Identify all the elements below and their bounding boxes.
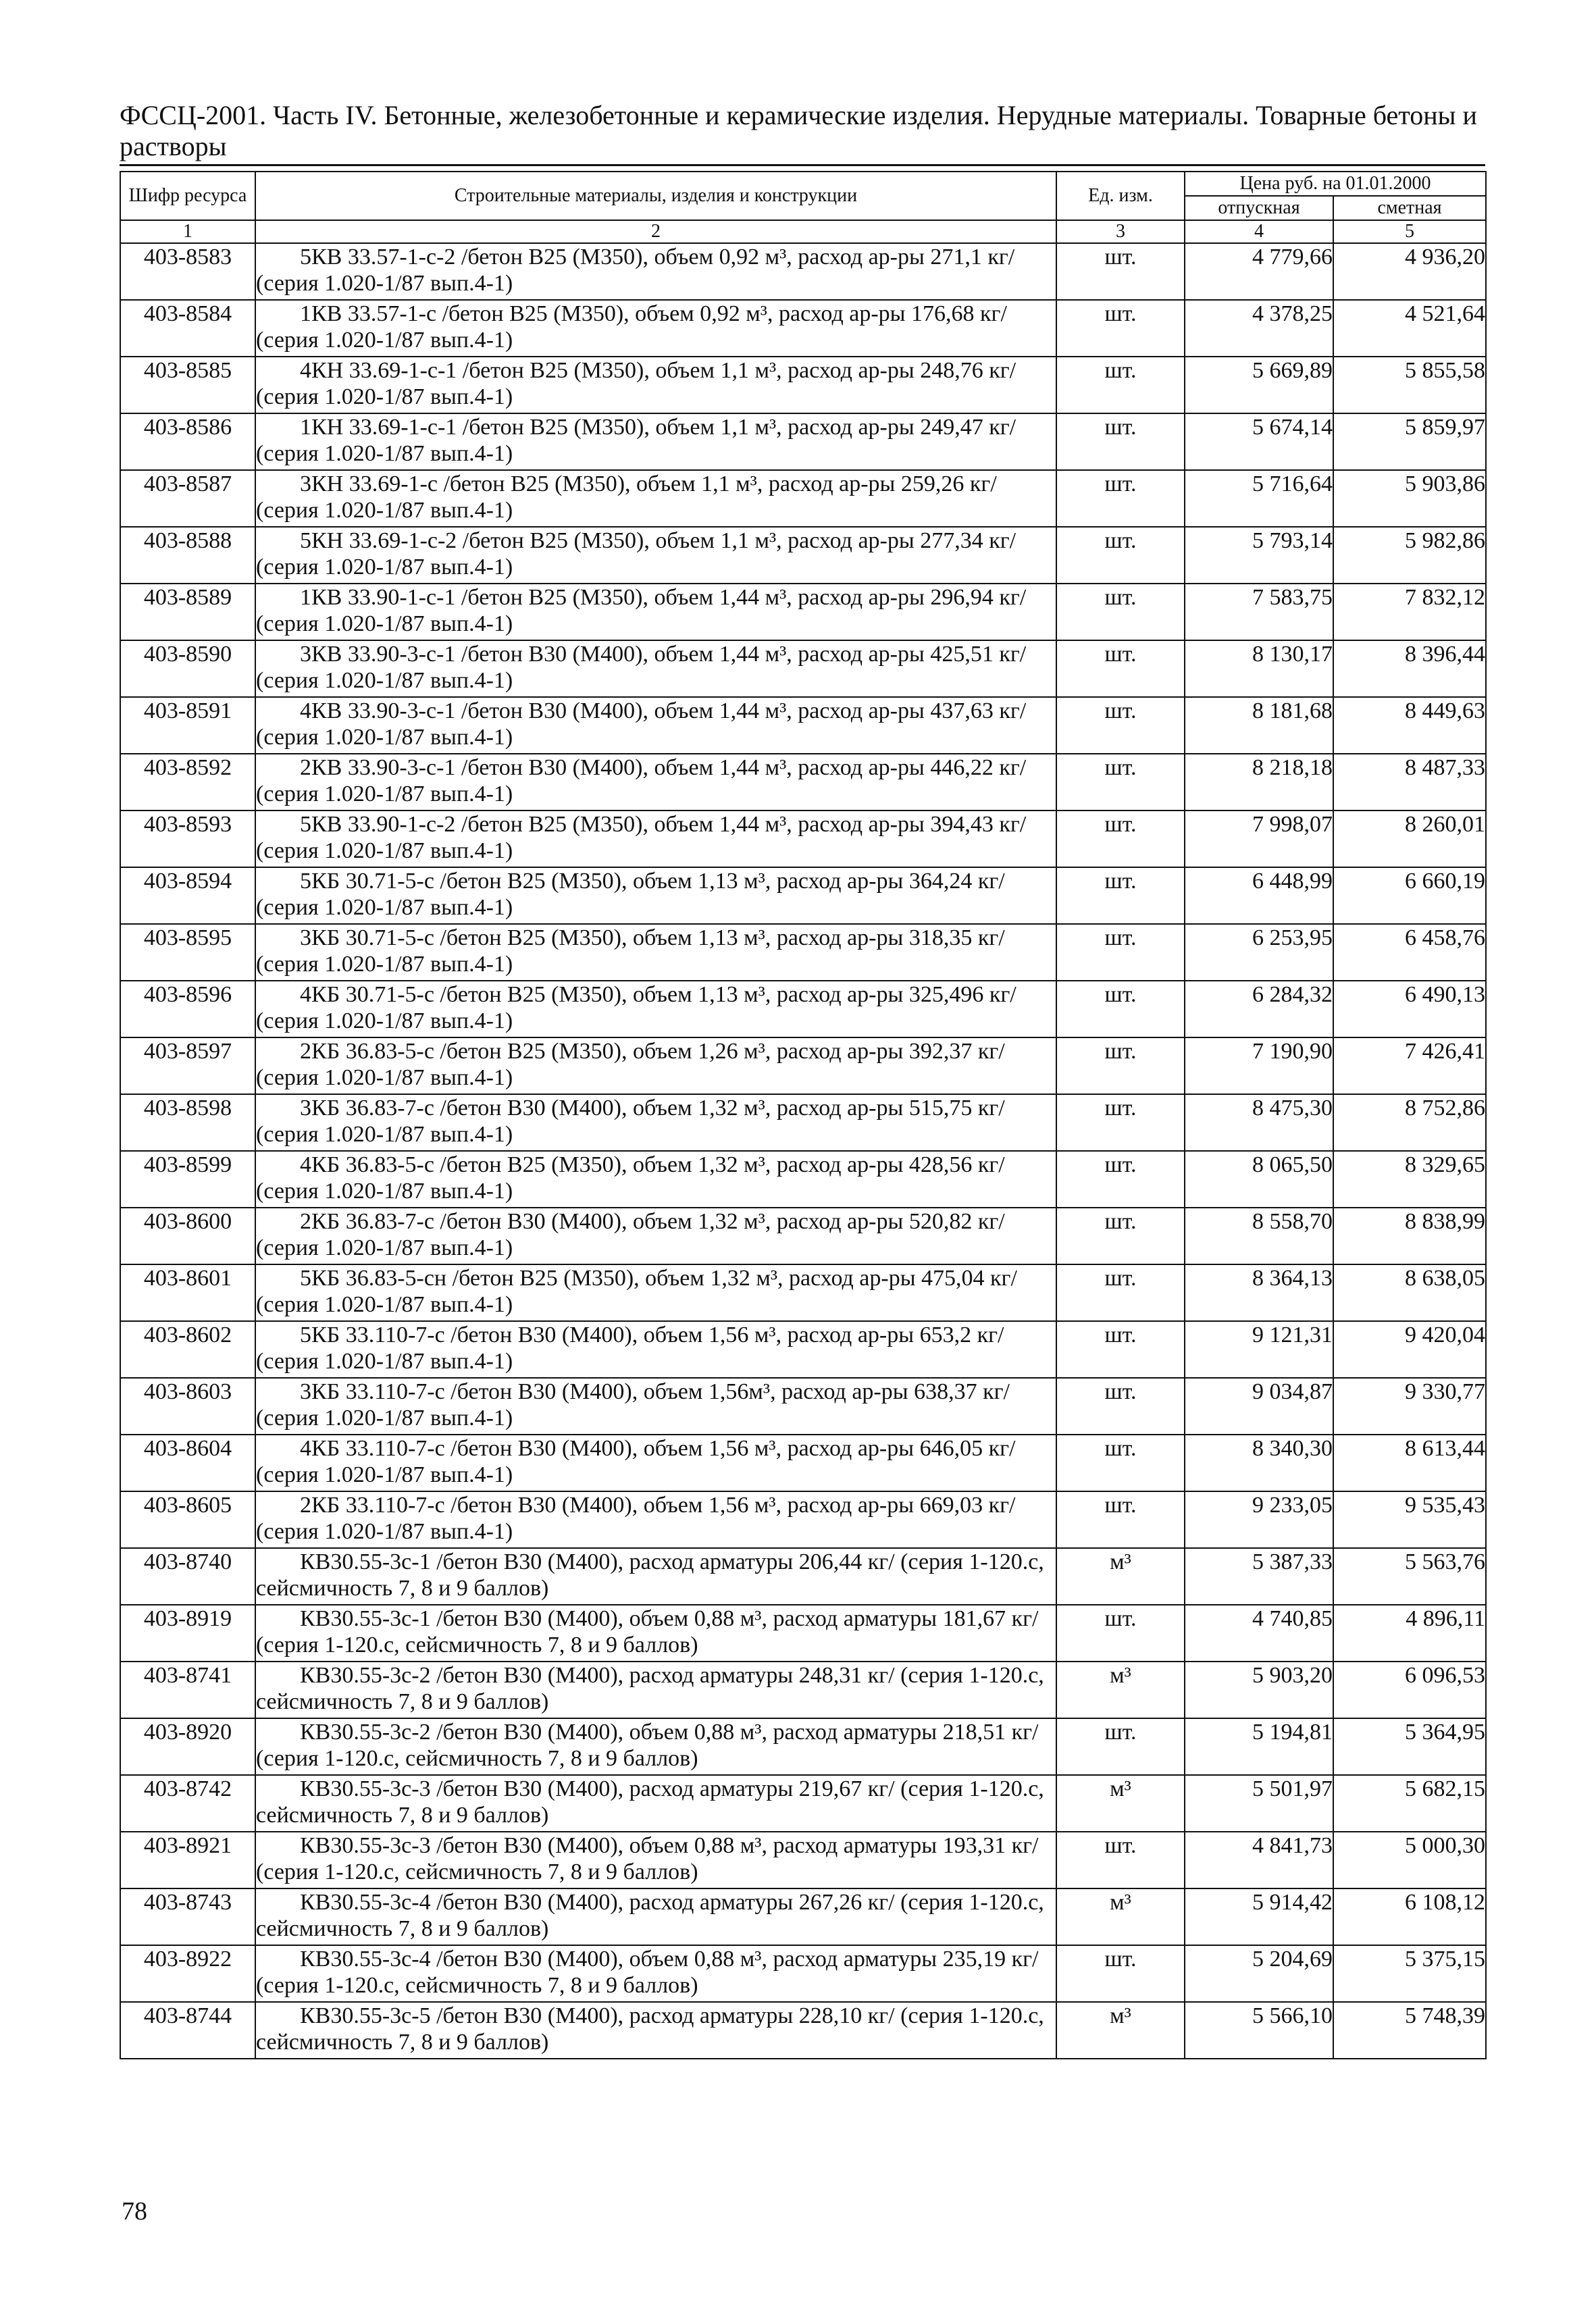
description-cell <box>255 357 1056 413</box>
resource-code-cell: 403-8585 <box>120 357 255 413</box>
unit-cell: м³ <box>1056 1662 1185 1718</box>
estimate-price-cell: 5 855,58 <box>1333 357 1486 413</box>
unit-cell: шт. <box>1056 1435 1185 1491</box>
release-price-cell: 5 566,10 <box>1185 2002 1333 2059</box>
header-divider <box>120 164 1485 166</box>
description-cell <box>255 584 1056 640</box>
table-row <box>120 1037 1486 1094</box>
resource-code-cell: 403-8919 <box>120 1605 255 1662</box>
estimate-price-cell: 5 682,15 <box>1333 1775 1486 1832</box>
resource-code-cell: 403-8740 <box>120 1548 255 1605</box>
estimate-price-cell: 5 859,97 <box>1333 413 1486 470</box>
resource-code-cell: 403-8920 <box>120 1718 255 1775</box>
release-price-cell: 7 190,90 <box>1185 1037 1333 1094</box>
unit-cell: шт. <box>1056 1832 1185 1888</box>
estimate-price-cell: 5 903,86 <box>1333 470 1486 527</box>
estimate-price-cell: 8 260,01 <box>1333 811 1486 867</box>
estimate-price-cell: 6 096,53 <box>1333 1662 1486 1718</box>
estimate-price-cell: 5 563,76 <box>1333 1548 1486 1605</box>
unit-cell: шт. <box>1056 1208 1185 1264</box>
estimate-price-cell: 8 329,65 <box>1333 1151 1486 1208</box>
table-row <box>120 811 1486 867</box>
estimate-price-cell: 6 660,19 <box>1333 867 1486 924</box>
description-cell <box>255 413 1056 470</box>
unit-cell: шт. <box>1056 754 1185 811</box>
description-cell <box>255 640 1056 697</box>
unit-cell: шт. <box>1056 1321 1185 1378</box>
estimate-price-cell: 5 000,30 <box>1333 1832 1486 1888</box>
unit-cell: м³ <box>1056 1888 1185 1945</box>
unit-cell: шт. <box>1056 867 1185 924</box>
description-text: 3КВ 33.90-3-с-1 /бетон В30 (М400), объем 1,44 м³, расход ар-ры 425,51 кг/ (серия 1.020-1/87 вып.4-1) <box>256 642 1027 693</box>
unit-cell: шт. <box>1056 1718 1185 1775</box>
estimate-price-cell: 6 458,76 <box>1333 924 1486 981</box>
resource-code-cell: 403-8590 <box>120 640 255 697</box>
description-cell <box>255 1378 1056 1435</box>
unit-cell: шт. <box>1056 1605 1185 1662</box>
release-price-cell: 9 121,31 <box>1185 1321 1333 1378</box>
description-text: КВ30.55-3с-1 /бетон В30 (М400), расход арматуры 206,44 кг/ (серия 1-120.с, сейсмичность 7, 8 и 9 баллов) <box>256 1549 1044 1601</box>
column-number: 3 <box>1056 220 1185 243</box>
description-cell <box>255 811 1056 867</box>
description-text: 5КВ 33.90-1-с-2 /бетон В25 (М350), объем 1,44 м³, расход ар-ры 394,43 кг/ (серия 1.020-1/87 вып.4-1) <box>256 812 1027 863</box>
release-price-cell: 9 034,87 <box>1185 1378 1333 1435</box>
description-cell <box>255 1491 1056 1548</box>
description-text: 5КБ 30.71-5-с /бетон В25 (М350), объем 1,13 м³, расход ар-ры 364,24 кг/ (серия 1.020-1/87 вып.4-1) <box>256 869 1005 920</box>
resource-code-cell: 403-8594 <box>120 867 255 924</box>
estimate-price-cell: 6 490,13 <box>1333 981 1486 1037</box>
column-number: 2 <box>255 220 1056 243</box>
release-price-cell: 4 740,85 <box>1185 1605 1333 1662</box>
unit-cell: шт. <box>1056 1264 1185 1321</box>
table-row <box>120 754 1486 811</box>
header-price-group: Цена руб. на 01.01.2000 <box>1185 172 1486 196</box>
release-price-cell: 8 558,70 <box>1185 1208 1333 1264</box>
unit-cell: шт. <box>1056 470 1185 527</box>
description-cell <box>255 867 1056 924</box>
description-text: КВ30.55-3с-4 /бетон В30 (М400), расход арматуры 267,26 кг/ (серия 1-120.с, сейсмичность 7, 8 и 9 баллов) <box>256 1890 1044 1941</box>
estimate-price-cell: 7 426,41 <box>1333 1037 1486 1094</box>
resource-code-cell: 403-8600 <box>120 1208 255 1264</box>
estimate-price-cell: 8 449,63 <box>1333 697 1486 754</box>
description-cell <box>255 1775 1056 1832</box>
table-row <box>120 527 1486 584</box>
estimate-price-cell: 8 487,33 <box>1333 754 1486 811</box>
description-text: КВ30.55-3с-2 /бетон В30 (М400), объем 0,88 м³, расход арматуры 218,51 кг/ (серия 1-120.с, сейсмичность 7, 8 и 9 баллов) <box>256 1720 1039 1771</box>
description-cell <box>255 527 1056 584</box>
estimate-price-cell: 5 982,86 <box>1333 527 1486 584</box>
unit-cell: м³ <box>1056 2002 1185 2059</box>
estimate-price-cell: 8 752,86 <box>1333 1094 1486 1151</box>
unit-cell: м³ <box>1056 1548 1185 1605</box>
description-text: 4КВ 33.90-3-с-1 /бетон В30 (М400), объем 1,44 м³, расход ар-ры 437,63 кг/ (серия 1.020-1/87 вып.4-1) <box>256 698 1027 750</box>
unit-cell: шт. <box>1056 1491 1185 1548</box>
description-cell <box>255 1718 1056 1775</box>
description-text: КВ30.55-3с-2 /бетон В30 (М400), расход арматуры 248,31 кг/ (серия 1-120.с, сейсмичность 7, 8 и 9 баллов) <box>256 1663 1044 1714</box>
description-text: 2КВ 33.90-3-с-1 /бетон В30 (М400), объем 1,44 м³, расход ар-ры 446,22 кг/ (серия 1.020-1/87 вып.4-1) <box>256 755 1027 806</box>
description-text: 1КВ 33.57-1-с /бетон В25 (М350), объем 0,92 м³, расход ар-ры 176,68 кг/ (серия 1.020-1/87 вып.4-1) <box>256 301 1007 353</box>
release-price-cell: 5 674,14 <box>1185 413 1333 470</box>
description-text: 3КБ 36.83-7-с /бетон В30 (М400), объем 1,32 м³, расход ар-ры 515,75 кг/ (серия 1.020-1/87 вып.4-1) <box>256 1096 1005 1147</box>
resource-code-cell: 403-8595 <box>120 924 255 981</box>
estimate-price-cell: 5 375,15 <box>1333 1945 1486 2002</box>
table-row <box>120 584 1486 640</box>
release-price-cell: 7 998,07 <box>1185 811 1333 867</box>
resource-code-cell: 403-8591 <box>120 697 255 754</box>
column-number: 5 <box>1333 220 1486 243</box>
description-cell <box>255 1321 1056 1378</box>
description-cell <box>255 1662 1056 1718</box>
release-price-cell: 5 793,14 <box>1185 527 1333 584</box>
estimate-price-cell: 8 838,99 <box>1333 1208 1486 1264</box>
resource-code-cell: 403-8596 <box>120 981 255 1037</box>
unit-cell: м³ <box>1056 1775 1185 1832</box>
description-cell <box>255 1605 1056 1662</box>
description-cell <box>255 1094 1056 1151</box>
unit-cell: шт. <box>1056 1151 1185 1208</box>
description-text: 2КБ 36.83-7-с /бетон В30 (М400), объем 1,32 м³, расход ар-ры 520,82 кг/ (серия 1.020-1/87 вып.4-1) <box>256 1209 1005 1260</box>
column-number: 1 <box>120 220 255 243</box>
release-price-cell: 4 378,25 <box>1185 300 1333 357</box>
estimate-price-cell: 5 748,39 <box>1333 2002 1486 2059</box>
release-price-cell: 5 204,69 <box>1185 1945 1333 2002</box>
release-price-cell: 5 716,64 <box>1185 470 1333 527</box>
description-text: 1КВ 33.90-1-с-1 /бетон В25 (М350), объем 1,44 м³, расход ар-ры 296,94 кг/ (серия 1.020-1/87 вып.4-1) <box>256 585 1027 636</box>
release-price-cell: 6 448,99 <box>1185 867 1333 924</box>
description-text: 5КБ 33.110-7-с /бетон В30 (М400), объем 1,56 м³, расход ар-ры 653,2 кг/ (серия 1.020-1/87 вып.4-1) <box>256 1322 1004 1374</box>
estimate-price-cell: 9 330,77 <box>1333 1378 1486 1435</box>
release-price-cell: 8 130,17 <box>1185 640 1333 697</box>
description-text: 2КБ 36.83-5-с /бетон В25 (М350), объем 1,26 м³, расход ар-ры 392,37 кг/ (серия 1.020-1/87 вып.4-1) <box>256 1039 1005 1090</box>
price-table <box>120 171 1487 2059</box>
table-row <box>120 1775 1486 1832</box>
estimate-price-cell: 5 364,95 <box>1333 1718 1486 1775</box>
description-cell <box>255 1548 1056 1605</box>
estimate-price-cell: 8 396,44 <box>1333 640 1486 697</box>
estimate-price-cell: 9 420,04 <box>1333 1321 1486 1378</box>
description-cell <box>255 1832 1056 1888</box>
description-cell <box>255 1037 1056 1094</box>
description-text: КВ30.55-3с-3 /бетон В30 (М400), объем 0,88 м³, расход арматуры 193,31 кг/ (серия 1-120.с, сейсмичность 7, 8 и 9 баллов) <box>256 1833 1039 1884</box>
estimate-price-cell: 4 521,64 <box>1333 300 1486 357</box>
description-text: 4КБ 33.110-7-с /бетон В30 (М400), объем 1,56 м³, расход ар-ры 646,05 кг/ (серия 1.020-1/87 вып.4-1) <box>256 1436 1016 1487</box>
release-price-cell: 8 364,13 <box>1185 1264 1333 1321</box>
release-price-cell: 9 233,05 <box>1185 1491 1333 1548</box>
table-row <box>120 413 1486 470</box>
resource-code-cell: 403-8588 <box>120 527 255 584</box>
description-cell <box>255 470 1056 527</box>
description-cell <box>255 1151 1056 1208</box>
description-cell <box>255 697 1056 754</box>
description-text: 5КВ 33.57-1-с-2 /бетон В25 (М350), объем 0,92 м³, расход ар-ры 271,1 кг/ (серия 1.020-1/87 вып.4-1) <box>256 245 1015 296</box>
release-price-cell: 5 387,33 <box>1185 1548 1333 1605</box>
description-text: 2КБ 33.110-7-с /бетон В30 (М400), объем 1,56 м³, расход ар-ры 669,03 кг/ (серия 1.020-1/87 вып.4-1) <box>256 1493 1016 1544</box>
table-row <box>120 867 1486 924</box>
description-cell <box>255 1264 1056 1321</box>
release-price-cell: 6 253,95 <box>1185 924 1333 981</box>
table-row <box>120 1491 1486 1548</box>
table-row <box>120 1718 1486 1775</box>
table-row <box>120 697 1486 754</box>
table-row <box>120 243 1486 300</box>
unit-cell: шт. <box>1056 527 1185 584</box>
estimate-price-cell: 8 638,05 <box>1333 1264 1486 1321</box>
release-price-cell: 8 475,30 <box>1185 1094 1333 1151</box>
description-cell <box>255 1208 1056 1264</box>
release-price-cell: 5 669,89 <box>1185 357 1333 413</box>
table-row <box>120 1151 1486 1208</box>
description-cell <box>255 1435 1056 1491</box>
unit-cell: шт. <box>1056 357 1185 413</box>
unit-cell: шт. <box>1056 243 1185 300</box>
release-price-cell: 8 065,50 <box>1185 1151 1333 1208</box>
resource-code-cell: 403-8586 <box>120 413 255 470</box>
header-code: Шифр ресурса <box>120 172 255 220</box>
table-row <box>120 2002 1486 2059</box>
resource-code-cell: 403-8599 <box>120 1151 255 1208</box>
unit-cell: шт. <box>1056 584 1185 640</box>
release-price-cell: 4 779,66 <box>1185 243 1333 300</box>
unit-cell: шт. <box>1056 1378 1185 1435</box>
description-cell <box>255 1888 1056 1945</box>
resource-code-cell: 403-8598 <box>120 1094 255 1151</box>
estimate-price-cell: 4 896,11 <box>1333 1605 1486 1662</box>
header-name: Строительные материалы, изделия и конструкции <box>255 172 1056 220</box>
column-number: 4 <box>1185 220 1333 243</box>
release-price-cell: 5 903,20 <box>1185 1662 1333 1718</box>
resource-code-cell: 403-8603 <box>120 1378 255 1435</box>
table-row <box>120 1208 1486 1264</box>
header-unit: Ед. изм. <box>1056 172 1185 220</box>
table-row <box>120 357 1486 413</box>
release-price-cell: 4 841,73 <box>1185 1832 1333 1888</box>
resource-code-cell: 403-8601 <box>120 1264 255 1321</box>
header-release-price: отпускная <box>1185 196 1333 220</box>
table-row <box>120 1832 1486 1888</box>
resource-code-cell: 403-8593 <box>120 811 255 867</box>
table-row <box>120 470 1486 527</box>
description-cell <box>255 1945 1056 2002</box>
unit-cell: шт. <box>1056 640 1185 697</box>
table-row <box>120 300 1486 357</box>
header-estimate-price: сметная <box>1333 196 1486 220</box>
description-text: КВ30.55-3с-4 /бетон В30 (М400), объем 0,88 м³, расход арматуры 235,19 кг/ (серия 1-120.с, сейсмичность 7, 8 и 9 баллов) <box>256 1947 1039 1998</box>
table-row <box>120 1435 1486 1491</box>
resource-code-cell: 403-8605 <box>120 1491 255 1548</box>
resource-code-cell: 403-8592 <box>120 754 255 811</box>
unit-cell: шт. <box>1056 413 1185 470</box>
description-text: 3КБ 33.110-7-с /бетон В30 (М400), объем 1,56м³, расход ар-ры 638,37 кг/ (серия 1.020-1/87 вып.4-1) <box>256 1379 1010 1431</box>
release-price-cell: 5 914,42 <box>1185 1888 1333 1945</box>
unit-cell: шт. <box>1056 1094 1185 1151</box>
release-price-cell: 5 501,97 <box>1185 1775 1333 1832</box>
resource-code-cell: 403-8922 <box>120 1945 255 2002</box>
description-text: 5КБ 36.83-5-сн /бетон В25 (М350), объем 1,32 м³, расход ар-ры 475,04 кг/ (серия 1.020-1/87 вып.4-1) <box>256 1266 1017 1317</box>
resource-code-cell: 403-8602 <box>120 1321 255 1378</box>
description-cell <box>255 924 1056 981</box>
description-text: 3КБ 30.71-5-с /бетон В25 (М350), объем 1,13 м³, расход ар-ры 318,35 кг/ (серия 1.020-1/87 вып.4-1) <box>256 925 1005 977</box>
estimate-price-cell: 9 535,43 <box>1333 1491 1486 1548</box>
estimate-price-cell: 4 936,20 <box>1333 243 1486 300</box>
table-row <box>120 1945 1486 2002</box>
resource-code-cell: 403-8921 <box>120 1832 255 1888</box>
release-price-cell: 8 218,18 <box>1185 754 1333 811</box>
description-text: КВ30.55-3с-1 /бетон В30 (М400), объем 0,88 м³, расход арматуры 181,67 кг/ (серия 1-120.с, сейсмичность 7, 8 и 9 баллов) <box>256 1606 1039 1657</box>
price-table-body <box>120 243 1486 2059</box>
estimate-price-cell: 7 832,12 <box>1333 584 1486 640</box>
unit-cell: шт. <box>1056 1945 1185 2002</box>
table-row <box>120 924 1486 981</box>
resource-code-cell: 403-8589 <box>120 584 255 640</box>
resource-code-cell: 403-8742 <box>120 1775 255 1832</box>
description-cell <box>255 2002 1056 2059</box>
table-row <box>120 1094 1486 1151</box>
release-price-cell: 7 583,75 <box>1185 584 1333 640</box>
description-cell <box>255 754 1056 811</box>
release-price-cell: 8 340,30 <box>1185 1435 1333 1491</box>
page-number: 78 <box>122 2197 147 2226</box>
description-cell <box>255 243 1056 300</box>
page-header-title: ФССЦ-2001. Часть IV. Бетонные, железобетонные и керамические изделия. Нерудные материалы. Товарные бетоны и растворы <box>120 100 1477 161</box>
table-row <box>120 1321 1486 1378</box>
resource-code-cell: 403-8584 <box>120 300 255 357</box>
description-text: 5КН 33.69-1-с-2 /бетон В25 (М350), объем 1,1 м³, расход ар-ры 277,34 кг/ (серия 1.020-1/87 вып.4-1) <box>256 528 1016 580</box>
unit-cell: шт. <box>1056 1037 1185 1094</box>
description-text: 4КБ 36.83-5-с /бетон В25 (М350), объем 1,32 м³, расход ар-ры 428,56 кг/ (серия 1.020-1/87 вып.4-1) <box>256 1152 1005 1204</box>
table-row <box>120 981 1486 1037</box>
resource-code-cell: 403-8604 <box>120 1435 255 1491</box>
resource-code-cell: 403-8741 <box>120 1662 255 1718</box>
description-cell <box>255 981 1056 1037</box>
table-row <box>120 1548 1486 1605</box>
description-text: 3КН 33.69-1-с /бетон В25 (М350), объем 1,1 м³, расход ар-ры 259,26 кг/ (серия 1.020-1/87 вып.4-1) <box>256 471 997 523</box>
estimate-price-cell: 6 108,12 <box>1333 1888 1486 1945</box>
description-text: 4КН 33.69-1-с-1 /бетон В25 (М350), объем 1,1 м³, расход ар-ры 248,76 кг/ (серия 1.020-1/87 вып.4-1) <box>256 358 1016 409</box>
release-price-cell: 5 194,81 <box>1185 1718 1333 1775</box>
unit-cell: шт. <box>1056 924 1185 981</box>
unit-cell: шт. <box>1056 811 1185 867</box>
table-row <box>120 1888 1486 1945</box>
description-text: КВ30.55-3с-3 /бетон В30 (М400), расход арматуры 219,67 кг/ (серия 1-120.с, сейсмичность 7, 8 и 9 баллов) <box>256 1776 1044 1828</box>
unit-cell: шт. <box>1056 300 1185 357</box>
table-row <box>120 1605 1486 1662</box>
resource-code-cell: 403-8587 <box>120 470 255 527</box>
description-text: 4КБ 30.71-5-с /бетон В25 (М350), объем 1,13 м³, расход ар-ры 325,496 кг/ (серия 1.020-1/87 вып.4-1) <box>256 982 1016 1033</box>
table-row <box>120 640 1486 697</box>
release-price-cell: 6 284,32 <box>1185 981 1333 1037</box>
table-row <box>120 1264 1486 1321</box>
description-cell <box>255 300 1056 357</box>
table-row <box>120 1662 1486 1718</box>
resource-code-cell: 403-8743 <box>120 1888 255 1945</box>
description-text: 1КН 33.69-1-с-1 /бетон В25 (М350), объем 1,1 м³, расход ар-ры 249,47 кг/ (серия 1.020-1/87 вып.4-1) <box>256 415 1016 466</box>
unit-cell: шт. <box>1056 981 1185 1037</box>
table-row <box>120 1378 1486 1435</box>
resource-code-cell: 403-8583 <box>120 243 255 300</box>
description-text: КВ30.55-3с-5 /бетон В30 (М400), расход арматуры 228,10 кг/ (серия 1-120.с, сейсмичность 7, 8 и 9 баллов) <box>256 2003 1044 2055</box>
resource-code-cell: 403-8744 <box>120 2002 255 2059</box>
release-price-cell: 8 181,68 <box>1185 697 1333 754</box>
estimate-price-cell: 8 613,44 <box>1333 1435 1486 1491</box>
unit-cell: шт. <box>1056 697 1185 754</box>
resource-code-cell: 403-8597 <box>120 1037 255 1094</box>
